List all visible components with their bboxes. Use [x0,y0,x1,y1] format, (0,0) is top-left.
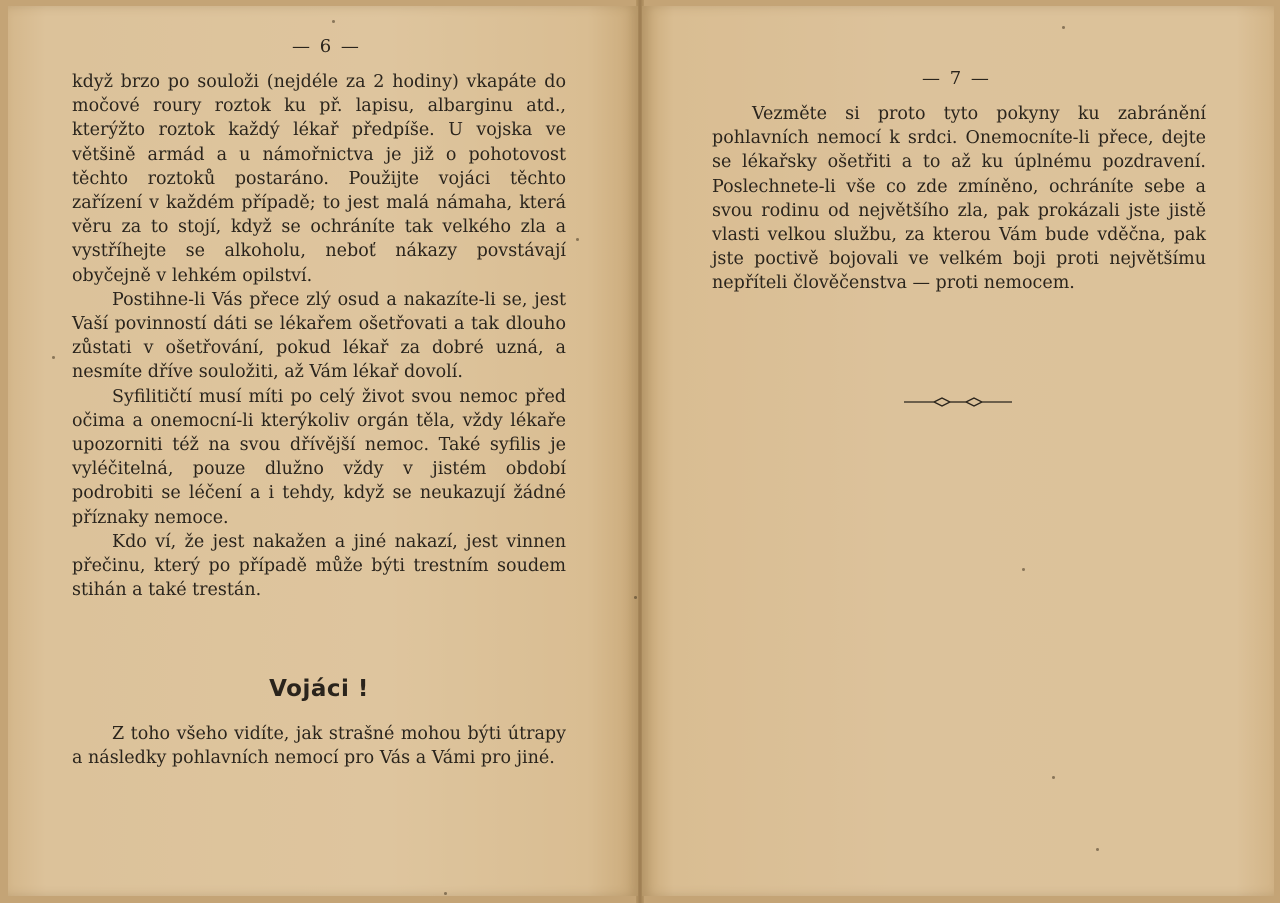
right-body-text [712,102,1206,296]
paper-speck [576,238,579,241]
paper-speck [1096,848,1099,851]
left-body-text [72,70,566,602]
paragraph: Syfilitičtí musí míti po celý život svou nemoc před očima a onemocní-li kterýkoliv orgán těla, vždy lékaře upozorniti též na svou dřívější nemoc. Také syfilis je vyléčitelná, pouze dlužno vždy v jistém období podrobiti se léčení a i tehdy, když se neukazují žádné příznaky nemoce. [72,386,566,528]
paper-speck [634,596,637,599]
left-page [8,6,638,896]
paper-speck [1052,776,1055,779]
paper-speck [332,20,335,23]
right-page [642,6,1274,896]
paragraph: Z toho všeho vidíte, jak strašné mohou býti útrapy a následky pohlavních nemocí pro Vás a Vámi pro jiné. [72,724,566,769]
paragraph: Postihne-li Vás přece zlý osud a nakazíte-li se, jest Vaší povinností dáti se lékařem ošetřovati a tak dlouho zůstati v ošetřování, pokud lékař za dobré uzná, a nesmíte dříve souložiti, až Vám lékař dovolí. [72,289,566,383]
decorative-rule-ornament-icon [904,394,1012,410]
section-heading: Vojáci ! [269,676,369,702]
closing-text [72,722,566,770]
paper-speck [52,356,55,359]
paper-speck [444,892,447,895]
paper-speck [1062,26,1065,29]
page-number: — 6 — [292,36,361,57]
paragraph: Kdo ví, že jest nakažen a jiné nakazí, jest vinnen přečinu, který po případě může býti trestním soudem stihán a také trestán. [72,531,566,601]
paragraph: Vezměte si proto tyto pokyny ku zabránění pohlavních nemocí k srdci. Onemocníte-li přece, dejte se lékařsky ošetřiti a to až ku úplnému pozdravení. Poslechnete-li vše co zde zmíněno, ochráníte sebe a svou rodinu od největšího zla, pak prokázali jste jistě vlasti velkou službu, za kterou Vám bude vděčna, pak jste poctivě bojovali ve velkém boji proti největšímu nepříteli člověčenstva — proti nemocem. [712,104,1206,294]
page-number: — 7 — [922,68,991,89]
paper-speck [1022,568,1025,571]
paragraph: když brzo po souloži (nejdéle za 2 hodiny) vkapáte do močové roury roztok ku př. lapisu, albarginu atd., kterýžto roztok každý lékař předpíše. U vojska ve většině armád a u námořnictva je již o pohotovost těchto roztoků postaráno. Použijte vojáci těchto zařízení v každém případě; to jest malá námaha, která věru za to stojí, když se ochráníte tak velkého zla a vystříhejte se alkoholu, neboť nákazy povstávají obyčejně v lehkém opilství. [72,72,566,286]
